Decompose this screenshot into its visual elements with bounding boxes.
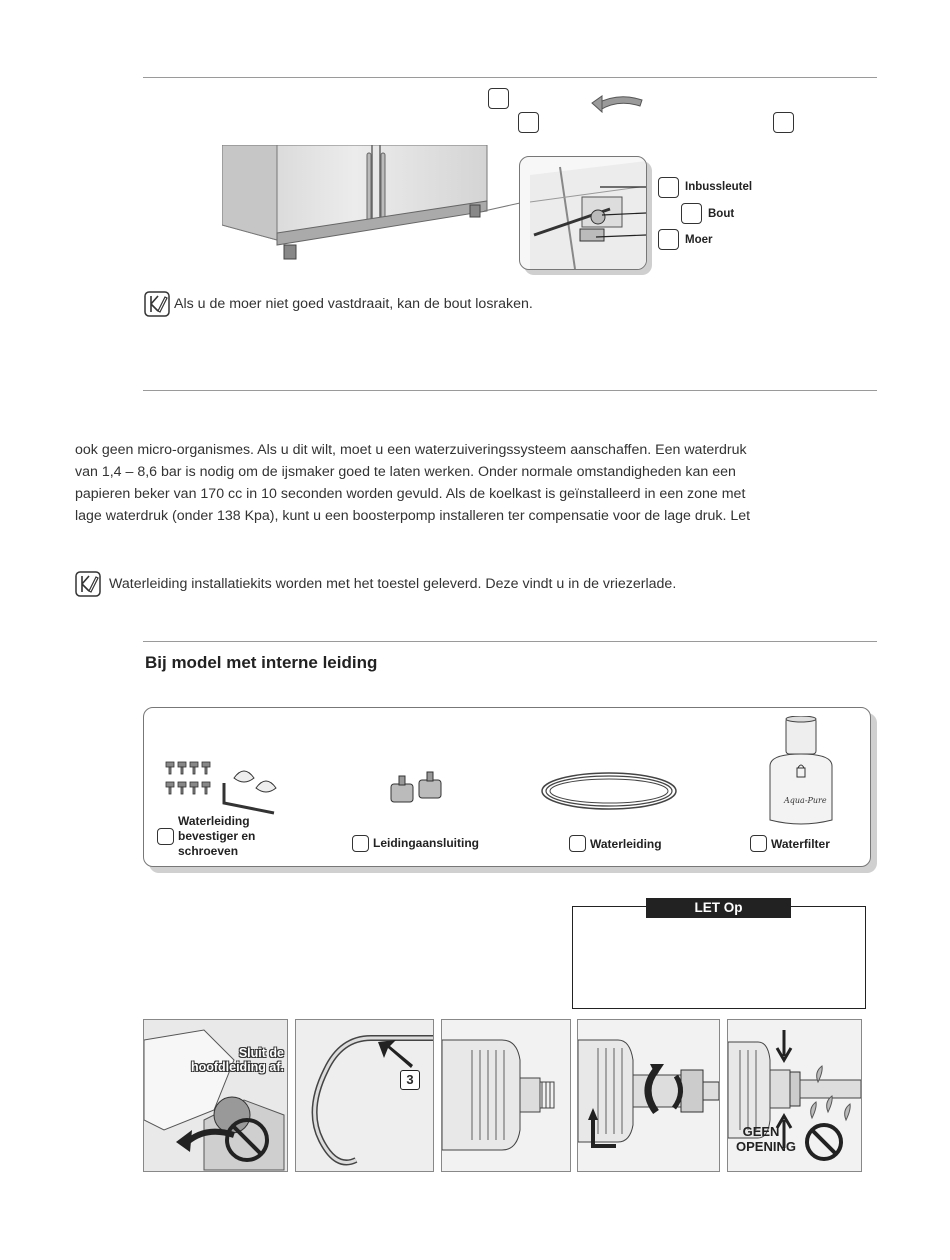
panel-text-line: hoofdleiding af. xyxy=(190,1060,284,1074)
callout-allen-key: Inbussleutel xyxy=(685,181,753,193)
kit-checkbox xyxy=(352,835,369,852)
step-panel-no-leak xyxy=(727,1019,862,1172)
section-divider xyxy=(143,390,877,391)
step-panel-filter-fitting xyxy=(441,1019,571,1172)
caution-box xyxy=(572,906,866,1009)
section-heading: Bij model met interne leiding xyxy=(145,653,378,672)
paragraph-line: ook geen micro-organismes. Als u dit wilt, moet u een waterzuiveringssysteem aanschaffen. Een waterdruk xyxy=(75,442,747,458)
kit-contents-panel xyxy=(143,707,871,867)
kit-checkbox xyxy=(157,828,174,845)
shut-off-text xyxy=(174,1046,284,1074)
step-panel-shut-off-valve xyxy=(143,1019,288,1172)
callout-bolt: Bout xyxy=(708,208,735,220)
step-number-box xyxy=(518,112,539,133)
step-panel-water-line xyxy=(295,1019,434,1172)
kit-label-connector: Leidingaansluiting xyxy=(373,836,480,850)
kit-label-line: schroeven xyxy=(178,844,239,858)
kit-label-line: bevestiger en xyxy=(178,829,256,843)
kit-checkbox xyxy=(569,835,586,852)
kit-label-water-filter: Waterfilter xyxy=(771,837,830,851)
caution-title: LET Op xyxy=(646,898,791,918)
detail-inset xyxy=(519,156,647,270)
step-number-box xyxy=(488,88,509,109)
kit-checkbox xyxy=(750,835,767,852)
water-paragraph xyxy=(75,439,875,527)
filter-brand: Aqua-Pure xyxy=(784,796,827,805)
fridge-illustration xyxy=(222,145,522,270)
callout-box xyxy=(658,177,679,198)
paragraph-line: van 1,4 – 8,6 bar is nodig om de ijsmaker goed te laten werken. Onder normale omstandigheden kan een xyxy=(75,464,736,480)
water-line-coil-image xyxy=(539,770,679,812)
callout-nut: Moer xyxy=(685,234,713,246)
note-icon xyxy=(75,571,101,597)
callout-box xyxy=(658,229,679,250)
note-text: Waterleiding installatiekits worden met het toestel geleverd. Deze vindt u in de vriezerlade. xyxy=(109,576,677,592)
paragraph-line: lage waterdruk (onder 138 Kpa), kunt u een boosterpomp installeren ter compensatie voor de lage druk. Let xyxy=(75,508,751,524)
rotate-arrow-icon xyxy=(590,90,644,116)
panel-text-line: OPENING xyxy=(736,1139,796,1154)
note-text: Als u de moer niet goed vastdraait, kan de bout losraken. xyxy=(174,296,533,312)
note-icon xyxy=(144,291,170,317)
panel-text-line: Sluit de xyxy=(238,1046,284,1060)
kit-label-water-line: Waterleiding xyxy=(590,837,662,851)
top-divider xyxy=(143,77,877,78)
step-panel-tighten xyxy=(577,1019,720,1172)
step-number-box xyxy=(773,112,794,133)
section-divider xyxy=(143,641,877,642)
paragraph-line: papieren beker van 170 cc in 10 seconden worden gevuld. Als de koelkast is geïnstalleerd in een zone met xyxy=(75,486,746,502)
kit-label-clamps xyxy=(178,814,255,859)
connectors-image xyxy=(389,770,449,804)
water-filter-image xyxy=(764,716,844,828)
callout-box xyxy=(681,203,702,224)
screws-clamps-image xyxy=(164,758,284,818)
no-opening-text xyxy=(736,1124,796,1154)
panel-text-line: GEEN xyxy=(742,1124,780,1139)
kit-label-line: Waterleiding xyxy=(178,814,250,828)
step-number-badge: 3 xyxy=(400,1070,420,1090)
